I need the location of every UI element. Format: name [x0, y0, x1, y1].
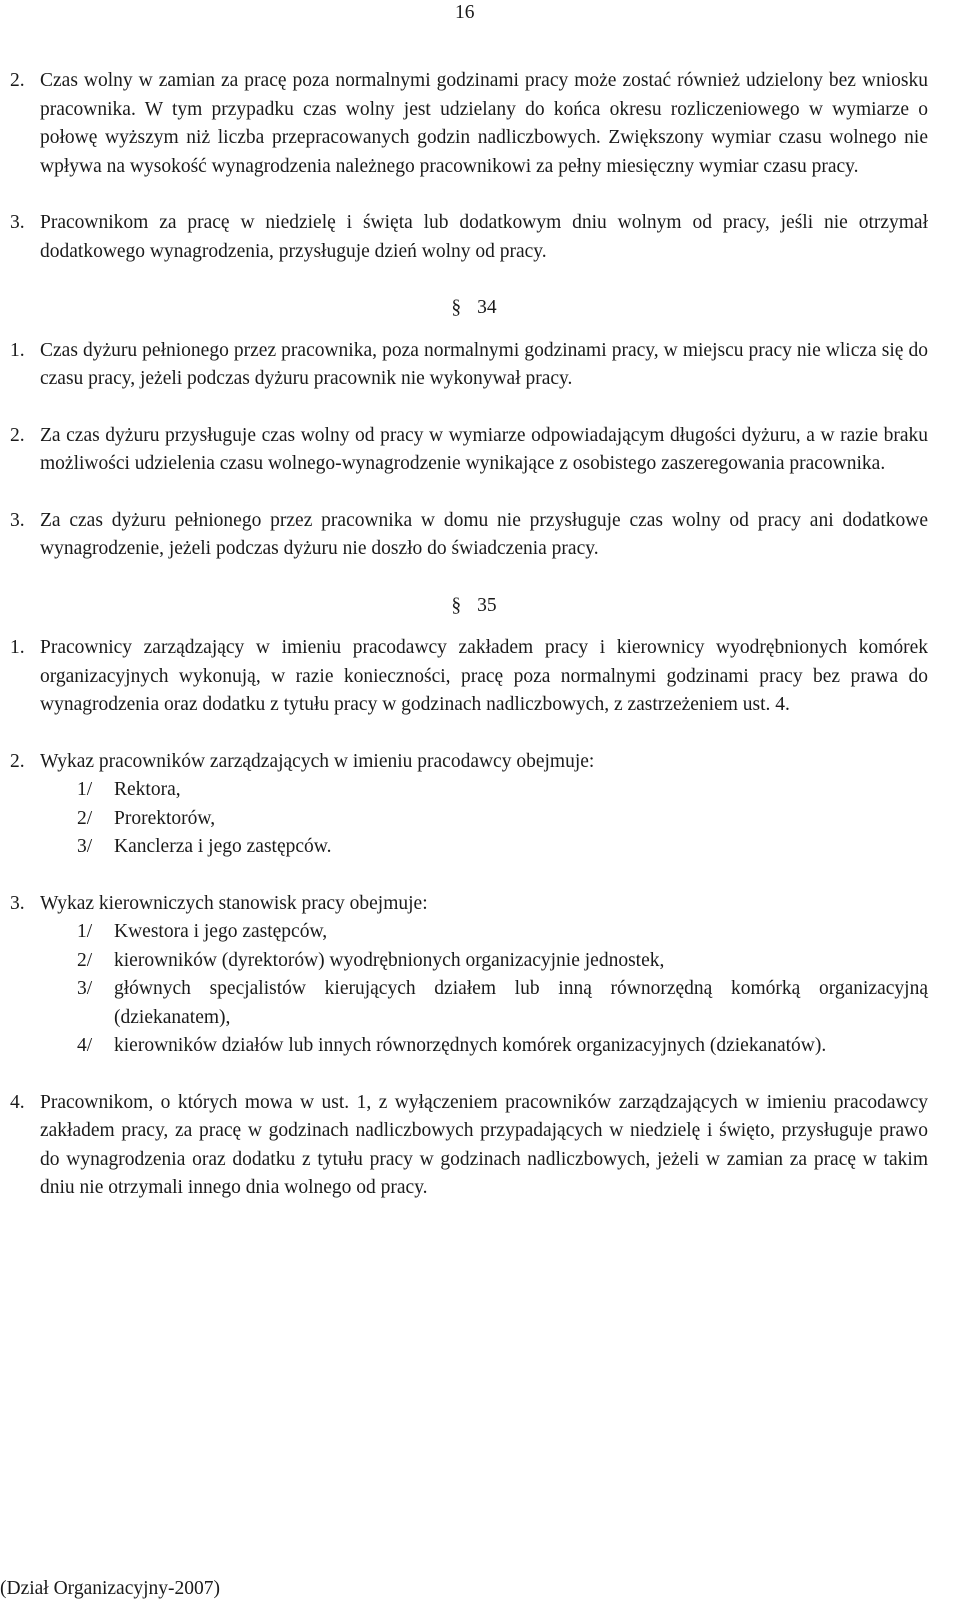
paragraph-number: 3. [10, 892, 25, 914]
page-number: 16 [455, 2, 475, 23]
section-number: 35 [477, 594, 497, 616]
document-body [10, 67, 928, 1231]
enumerated-list [40, 918, 928, 1061]
list-item-number: 2/ [77, 949, 93, 971]
paragraph [10, 337, 928, 394]
paragraph [10, 1089, 928, 1203]
list-item-text: kierowników działów lub innych równorzędnych komórek organizacyjnych (dziekanatów). [114, 1035, 827, 1056]
section-heading [10, 294, 928, 323]
paragraph-text: Czas wolny w zamian za pracę poza normalnymi godzinami pracy może zostać również udzielony bez wniosku pracownika. W tym przypadku czas wolny jest udzielany do końca okresu rozliczeniowego w wymiarze o połowę wyższym niż liczba przepracowanych godzin nadliczbowych. Zwiększony wymiar czasu wolnego nie wpływa na wysokość wynagrodzenia należnego pracownikowi za pełny miesięczny wymiar czasu pracy. [40, 70, 928, 177]
list-item [40, 975, 928, 1032]
paragraph-text: Pracownikom za pracę w niedzielę i święta lub dodatkowym dniu wolnym od pracy, jeśli nie otrzymał dodatkowego wynagrodzenia, przysługuje dzień wolny od pracy. [40, 212, 928, 262]
paragraph-text: Wykaz kierowniczych stanowisk pracy obejmuje: [40, 892, 428, 914]
list-item-number: 4/ [77, 1035, 93, 1056]
list-item [40, 805, 928, 834]
section-symbol: § [451, 594, 462, 616]
list-item-text: kierowników (dyrektorów) wyodrębnionych organizacyjnie jednostek, [114, 949, 665, 971]
paragraph [10, 67, 928, 181]
paragraph-number: 1. [10, 637, 25, 658]
paragraph-number: 2. [10, 750, 25, 772]
paragraph-text: Wykaz pracowników zarządzających w imieniu pracodawcy obejmuje: [40, 750, 595, 772]
enumerated-list [40, 776, 928, 862]
paragraph [10, 890, 928, 1061]
paragraph-text: Pracownicy zarządzający w imieniu pracodawcy zakładem pracy i kierownicy wyodrębnionych komórek organizacyjnych wykonują, w razie konieczności, pracę poza normalnymi godzinami pracy bez prawa do wynagrodzenia oraz dodatku z tytułu pracy w godzinach nadliczbowych, z zastrzeżeniem ust. 4. [40, 637, 928, 715]
paragraph-number: 2. [10, 70, 25, 91]
section-heading [10, 592, 928, 621]
section-number: 34 [477, 297, 497, 318]
paragraph-number: 1. [10, 339, 25, 361]
paragraph [10, 507, 928, 564]
paragraph [10, 748, 928, 862]
paragraph-number: 3. [10, 212, 25, 233]
paragraph [10, 209, 928, 266]
list-item-text: Kwestora i jego zastępców, [114, 921, 328, 942]
list-item [40, 1032, 928, 1061]
paragraph-text: Za czas dyżuru pełnionego przez pracownika w domu nie przysługuje czas wolny od pracy ani dodatkowe wynagrodzenie, jeżeli podczas dyżuru nie doszło do świadczenia pracy. [40, 509, 928, 559]
paragraph [10, 422, 928, 479]
list-item-text: głównych specjalistów kierujących działem lub inną równorzędną komórką organizacyjną (dziekanatem), [114, 978, 928, 1028]
paragraph-text: Czas dyżuru pełnionego przez pracownika, poza normalnymi godzinami pracy, w miejscu pracy nie wlicza się do czasu pracy, jeżeli podczas dyżuru pracownik nie wykonywał pracy. [40, 339, 928, 389]
paragraph-number: 2. [10, 424, 25, 446]
paragraph-number: 3. [10, 509, 25, 531]
list-item [40, 776, 928, 805]
footer-note: (Dział Organizacyjny-2007) [0, 1578, 221, 1599]
list-item-text: Rektora, [114, 779, 181, 800]
list-item [40, 947, 928, 976]
list-item-number: 3/ [77, 836, 93, 857]
list-item-text: Prorektorów, [114, 807, 216, 829]
list-item-number: 1/ [77, 779, 93, 800]
section-symbol: § [451, 297, 462, 318]
list-item [40, 833, 928, 862]
paragraph-text: Za czas dyżuru przysługuje czas wolny od pracy w wymiarze odpowiadającym długości dyżuru, a w razie braku możliwości udzielenia czasu wolnego-wynagrodzenie wynikające z osobistego zaszeregowania pracownika. [40, 424, 928, 474]
list-item-text: Kanclerza i jego zastępców. [114, 836, 332, 857]
list-item-number: 2/ [77, 807, 93, 829]
list-item [40, 918, 928, 947]
list-item-number: 3/ [77, 978, 93, 999]
paragraph-text: Pracownikom, o których mowa w ust. 1, z wyłączeniem pracowników zarządzających w imieniu pracodawcy zakładem pracy, za pracę w godzinach nadliczbowych przypadających w niedzielę i święto, przysługuje prawo do wynagrodzenia oraz dodatku z tytułu pracy w godzinach nadliczbowych, jeżeli w zamian za pracę w takim dniu nie otrzymali innego dnia wolnego od pracy. [40, 1091, 928, 1198]
list-item-number: 1/ [77, 921, 93, 942]
paragraph-number: 4. [10, 1091, 25, 1113]
paragraph [10, 634, 928, 720]
